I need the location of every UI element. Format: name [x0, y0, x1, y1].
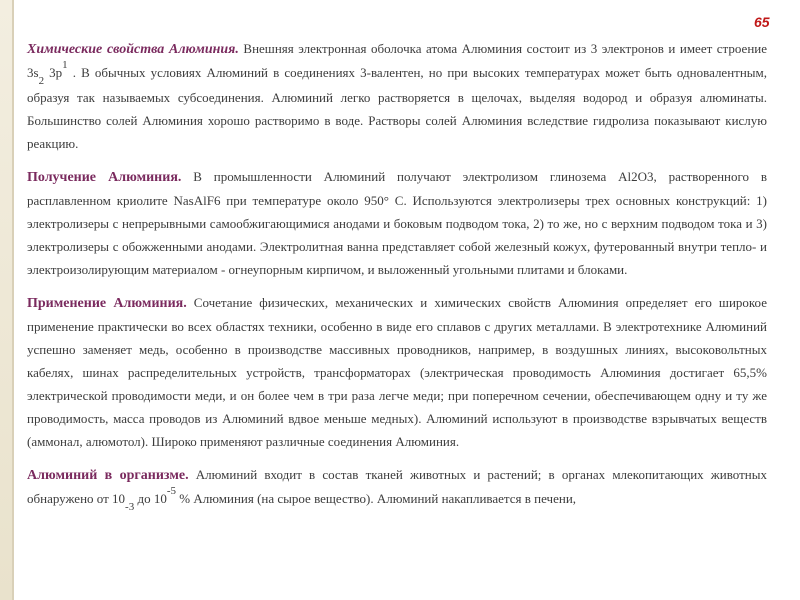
- section-title-chemical-properties: Химические свойства Алюминия.: [27, 42, 239, 57]
- section-title-in-organism: Алюминий в организме.: [27, 468, 189, 483]
- superscript-2: 2: [38, 75, 45, 87]
- document-body: [27, 37, 767, 522]
- section-text-chemical-properties-part1: Внешняя электронная оболочка атома Алюминия состоит из 3 электронов и имеет строение 3s: [27, 41, 768, 80]
- section-title-production: Получение Алюминия.: [27, 170, 182, 185]
- left-decorative-stripe: [0, 0, 12, 600]
- superscript-minus-3: -3: [125, 501, 135, 513]
- section-text-in-organism-part3: % Алюминия (на сырое вещество). Алюминий накапливается в печени,: [179, 491, 577, 506]
- superscript-minus-5: -5: [166, 485, 177, 497]
- section-production: [27, 165, 767, 281]
- page-number: 65: [754, 14, 770, 30]
- section-text-chemical-properties-part2: 3p: [49, 65, 63, 80]
- superscript-1: 1: [62, 59, 68, 71]
- section-text-chemical-properties-part3: . В обычных условиях Алюминий в соединениях 3-валентен, но при высоких температурах может быть одновалентным, образуя так называемых субсоединения. Алюминий легко растворяется в щелочах, выделяя водород и образуя алюминаты. Большинство солей Алюминия хорошо растворимо в воде. Растворы солей Алюминия вследствие гидролиза показывают кислую реакцию.: [27, 65, 768, 151]
- section-text-production: В промышленности Алюминий получают электролизом глинозема Al2O3, растворенного в расплавленном криолите NasAlF6 при температуре около 950° С. Используются электролизеры трех основных конструкций: 1) электролизеры с непрерывными самообжигающимися анодами и боковым подводом тока, 2) то же, но с верхним подводом тока и 3) электролизеры с обожженными анодами. Электролитная ванна представляет собой железный кожух, футерованный внутри тепло- и электроизолирующим материалом - огнеупорным кирпичом, и выложенный угольными плитами и блоками.: [27, 169, 768, 277]
- section-text-in-organism-part2: до 10: [137, 491, 167, 506]
- left-stripe-border: [12, 0, 14, 600]
- section-text-in-organism-part1: Алюминий входит в состав тканей животных и растений; в органах млекопитающих животных обнаружено от 10: [27, 467, 767, 506]
- section-chemical-properties: [27, 37, 767, 155]
- section-text-applications: Сочетание физических, механических и химических свойств Алюминия определяет его широкое применение практически во всех областях техники, особенно в виде его сплавов с других металлами. В электротехнике Алюминий успешно заменяет медь, особенно в производстве массивных проводников, например, в воздушных линиях, высоковольтных кабелях, шинах распределительных устройств, трансформаторах (электрическая проводимость Алюминия достигает 65,5% электрической проводимости меди, и он более чем в три раза легче меди; при поперечном сечении, обеспечивающем одну и ту же проводимость, масса проводов из Алюминий вдвое меньше медных). Алюминий используют в производстве взрывчатых веществ (аммонал, алюмотол). Широко применяют различные соединения Алюминия.: [27, 295, 767, 449]
- section-applications: [27, 291, 767, 453]
- section-title-applications: Применение Алюминия.: [27, 296, 187, 311]
- section-in-organism: [27, 463, 767, 512]
